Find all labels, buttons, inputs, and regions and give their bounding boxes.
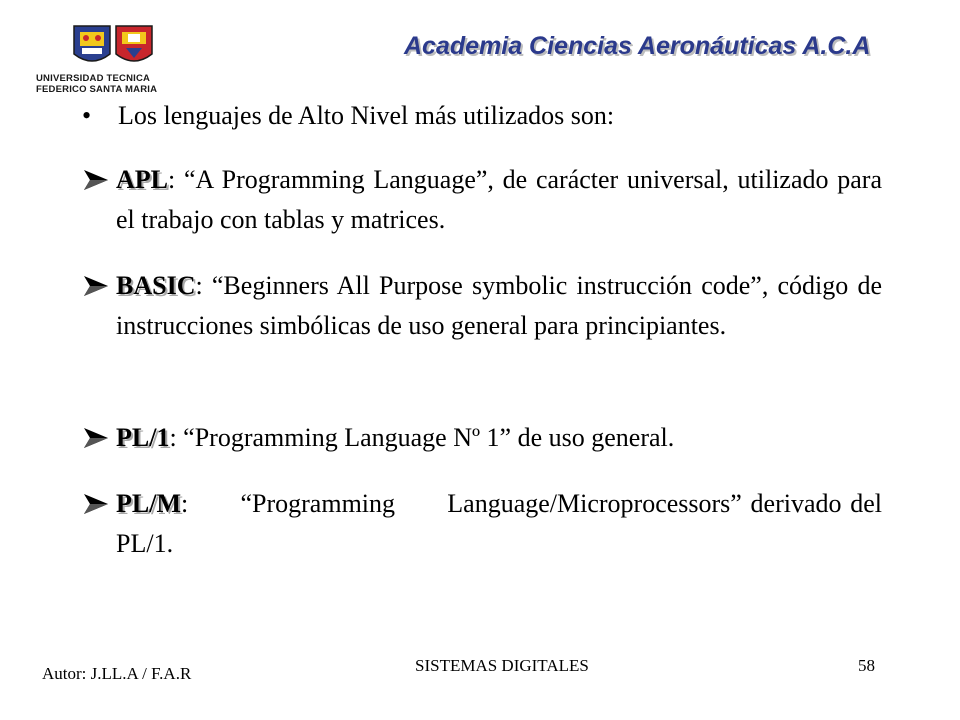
item-description: : “Programming Language Nº 1” de uso general. xyxy=(169,423,675,452)
list-item xyxy=(82,160,882,240)
intro-bullet: • xyxy=(82,101,92,130)
footer-author: Autor: J.LL.A / F.A.R xyxy=(42,664,192,683)
arrow-bullet-icon xyxy=(82,418,116,458)
list-item xyxy=(82,266,882,346)
item-paragraph xyxy=(82,484,889,564)
list-item xyxy=(82,484,889,564)
academy-title: Academia Ciencias Aeronáuticas A.C.A xyxy=(404,32,871,60)
list-item xyxy=(82,418,882,458)
arrow-bullet-icon xyxy=(82,160,116,200)
page-number: 58 xyxy=(858,656,875,675)
intro-text: Los lenguajes de Alto Nivel más utilizados son: xyxy=(118,101,615,130)
logo-line-2: FEDERICO SANTA MARIA xyxy=(36,84,158,95)
item-paragraph xyxy=(82,266,882,346)
intro-line xyxy=(82,96,614,136)
footer-course: SISTEMAS DIGITALES xyxy=(415,656,589,675)
arrow-bullet-icon xyxy=(82,266,116,306)
university-logo xyxy=(36,24,186,102)
item-name: PL/1 xyxy=(116,423,170,452)
item-paragraph xyxy=(82,418,882,458)
item-paragraph xyxy=(82,160,882,240)
item-name: APL xyxy=(116,165,168,194)
item-description: : “Beginners All Purpose symbolic instrucción code”, código de instrucciones simbólicas de uso general para principiantes. xyxy=(116,271,882,340)
item-description: : “Programming Language/Microprocessors” derivado del PL/1. xyxy=(116,489,889,558)
university-crest-icon xyxy=(70,24,156,70)
arrow-bullet-icon xyxy=(82,484,116,524)
logo-line-1: UNIVERSIDAD TECNICA xyxy=(36,73,151,84)
item-name: BASIC xyxy=(116,271,196,300)
item-name: PL/M xyxy=(116,489,181,518)
item-description: : “A Programming Language”, de carácter universal, utilizado para el trabajo con tablas y matrices. xyxy=(116,165,882,234)
